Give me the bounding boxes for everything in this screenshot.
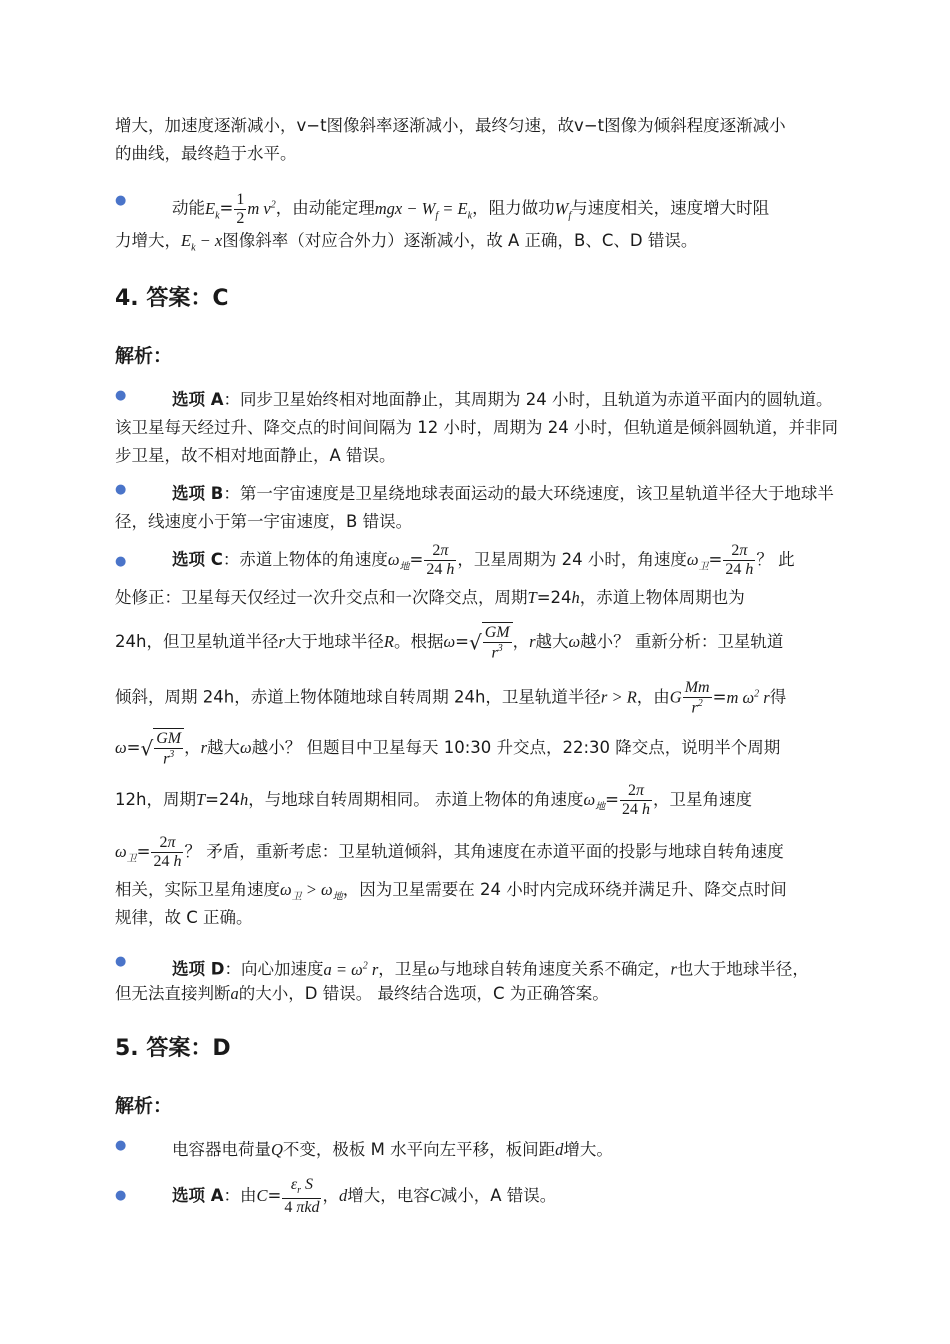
math: $\omega_卫$ (686, 550, 709, 573)
bullet-icon: ● (115, 193, 127, 208)
text: ：赤道上物体的角速度 (222, 550, 388, 569)
math: ω (427, 959, 440, 979)
math: C (256, 1186, 268, 1205)
text: ，阻力做功 (472, 198, 555, 218)
text: 相关，实际卫星角速度 (115, 880, 280, 899)
text: ：向心加速度 (224, 959, 324, 979)
math: G (669, 687, 682, 707)
sqrt: √ $\frac{GM}{r^3}$ (140, 728, 184, 769)
list-item-option-a (115, 386, 845, 470)
math: $E_k$ (205, 198, 220, 221)
text: ，因为卫星需要在 24 小时内完成环绕并满足升、降交点时间 (342, 880, 787, 899)
text: 增大。 (563, 1140, 613, 1159)
math: d (338, 1186, 348, 1205)
text: ？ 矛盾，重新考虑：卫星轨道倾斜，其角速度在赤道平面的投影与地球自转角速度 (184, 842, 784, 861)
math: r (670, 959, 677, 979)
math: m $v^2$ (247, 198, 276, 218)
bullet-icon: ● (115, 388, 127, 403)
option-label: 选项 C (172, 550, 223, 569)
math: r > R (600, 687, 637, 707)
math: h (571, 588, 580, 607)
text: 与地球自转角速度关系不确定， (439, 959, 671, 979)
math: $\omega_卫 > \omega_地$ (280, 880, 343, 903)
text: 越小？ 重新分析：卫星轨道 (580, 632, 784, 651)
text: 处修正：卫星每天仅经过一次升交点和一次降交点，周期 (115, 588, 528, 607)
text: 24h，但卫星轨道半径 (115, 632, 279, 651)
text: 电容器电荷量 (172, 1140, 271, 1159)
math: ω (240, 738, 252, 757)
math: a (230, 984, 239, 1003)
math: r (200, 738, 208, 757)
text: 大于地球半径 (284, 632, 384, 651)
text: 规律，故 C 正确。 (115, 908, 253, 927)
text: ，由动能定理 (275, 198, 375, 218)
bullet-icon: ● (115, 554, 127, 569)
answer-heading-4: 4. 答案：C (115, 286, 229, 311)
math: ω (443, 632, 456, 651)
continuation-line-1: 增大，加速度逐渐减小，v−t图像斜率逐渐减小，最终匀速，故v−t图像为倾斜程度逐渐减小 (115, 116, 786, 135)
math: mgx − $W_f = E_k$ (374, 198, 473, 221)
text: 越大 (535, 632, 569, 651)
text: 图像斜率（对应合外力）逐渐减小，故 A 正确，B、C、D 错误。 (222, 231, 698, 250)
option-text: ：第一宇宙速度是卫星绕地球表面运动的最大环绕速度，该卫星轨道半径大于地球半径，线速度小于第一宇宙速度，B 错误。 (115, 484, 834, 531)
math: r (278, 632, 285, 651)
analysis-heading-4: 解析： (115, 345, 173, 367)
option-label: 选项 A (172, 1186, 224, 1205)
option-label: 选项 D (172, 959, 225, 979)
text: 越小？ 但题目中卫星每天 10:30 升交点，22:30 降交点，说明半个周期 (251, 738, 781, 757)
math: C (429, 1186, 441, 1205)
option-text: ：同步卫星始终相对地面静止，其周期为 24 小时，且轨道为赤道平面内的圆轨道。该卫星每天经过升、降交点的时间间隔为 12 小时，周期为 24 小时，但轨道是倾斜圆轨道，并非同步卫星，故不相对地面静止，A 错误。 (115, 390, 838, 465)
text: 得 (769, 687, 787, 707)
math: r (529, 632, 536, 651)
math: $\omega_卫$ (115, 842, 137, 865)
math: ω (568, 632, 581, 651)
math: T (527, 588, 537, 607)
math: R (383, 632, 394, 651)
fraction: $\frac{\varepsilon_r S}{\text{4 πkd}}$ (284, 1176, 320, 1216)
math: $\omega_地$ (583, 790, 606, 813)
fraction: $\frac{2\pi}{24 h}$ (621, 782, 650, 818)
math: ω (115, 738, 127, 757)
bullet-icon: ● (115, 1188, 127, 1203)
text: ，卫星角速度 (652, 790, 752, 809)
math: m $\omega^2$ r (726, 687, 770, 707)
math: T (195, 790, 206, 809)
text: 12h，周期 (115, 790, 196, 809)
text: ，卫星 (378, 959, 428, 979)
text: ？ 此 (756, 550, 795, 569)
text: ，赤道上物体周期也为 (579, 588, 745, 607)
math: d (555, 1140, 564, 1159)
math: Q (271, 1140, 283, 1159)
text: ，由 (636, 687, 670, 707)
text: 增大，电容 (347, 1186, 430, 1205)
bullet-icon: ● (115, 482, 127, 497)
continuation-line-2: 的曲线，最终趋于水平。 (115, 144, 297, 163)
math: $W_f$ (554, 198, 572, 221)
bullet-icon: ● (115, 1138, 127, 1153)
text: 但无法直接判断 (115, 984, 231, 1003)
text: 越大 (207, 738, 241, 757)
option-label: 选项 B (172, 484, 224, 503)
text: 不变，极板 M 水平向左平移，板间距 (282, 1140, 556, 1159)
text: 。根据 (393, 632, 444, 651)
text: 力增大， (115, 231, 181, 250)
fraction: $\frac{2\pi}{24 h}$ (153, 834, 182, 870)
sqrt: √ $\frac{GM}{r^3}$ (469, 622, 513, 663)
text: ：由 (223, 1186, 257, 1205)
fraction: $\frac{2\pi}{24 h}$ (725, 542, 754, 578)
bullet-icon: ● (115, 954, 127, 969)
fraction: $\frac{Mm}{r^2}$ (684, 678, 710, 717)
text: 与速度相关，速度增大时阻 (571, 198, 770, 218)
text: 动能 (172, 198, 205, 218)
fraction: $\frac{2\pi}{24 h}$ (426, 542, 455, 578)
analysis-heading-5: 解析： (115, 1095, 173, 1117)
option-label: 选项 A (172, 390, 224, 409)
text: 的大小，D 错误。 最终结合选项，C 为正确答案。 (238, 984, 609, 1003)
math: $E_k - x$ (181, 231, 223, 254)
list-item-option-c: ● 选项 C：赤道上物体的角速度$\omega_地=$ $\frac{2\pi}{24 h}$ ，卫星周期为 24 小时，角速度$\omega_卫=$ $\frac{2\pi}{24 h}$ ？ 此 处修正：卫星每天仅经过一次升交点和一次降交点，周期T=24h，赤道上物体周期也为 24h，但卫星轨道半径r大于地球半径R。根据ω=√ $\frac{GM}{r^3}$ ，r越大ω越小？ 重新分析：卫星轨道 倾斜，周期 24h，赤道上物体随地球自转周期 24h，卫星轨道半径r > R，由G $\frac{Mm}{r^2}$ =m $\omega^2$ r得 ω=√ $\frac{GM}{r^3}$ ，r越大ω越小？ 但题目中卫星每天 10:30 升交点，22:30 降交点，说明半个周期 12h，周期T=24h，与地球自转周期相同。 赤道上物体的角速度$\omega_地=$ $\frac{2\pi}{24 h}$ ，卫星角速度 $\omega_卫=$ $\frac{2\pi}{24 h}$ ？ 矛盾，重新考虑：卫星轨道倾斜，其角速度在赤道平面的投影与地球自转角速度 相关，实际卫星角速度$\omega_卫 > \omega_地$，因为卫星需要在 24 小时内完成环绕并满足升、降交点时间 规律，故 C 正确。 (115, 542, 795, 927)
text: ，与地球自转周期相同。 赤道上物体的角速度 (248, 790, 584, 809)
math: h (239, 790, 249, 809)
text: 也大于地球半径， (676, 959, 809, 979)
list-item-option-b (115, 480, 845, 536)
fraction: $\frac{1}{2}$ (236, 190, 245, 227)
answer-heading-5: 5. 答案：D (115, 1036, 231, 1061)
math: $a = \omega^2$ r (323, 959, 379, 979)
text: ，卫星周期为 24 小时，角速度 (457, 550, 687, 569)
text: 倾斜，周期 24h，赤道上物体随地球自转周期 24h，卫星轨道半径 (115, 687, 601, 707)
text: 减小，A 错误。 (440, 1186, 557, 1205)
math: $\omega_地$ (387, 550, 410, 573)
